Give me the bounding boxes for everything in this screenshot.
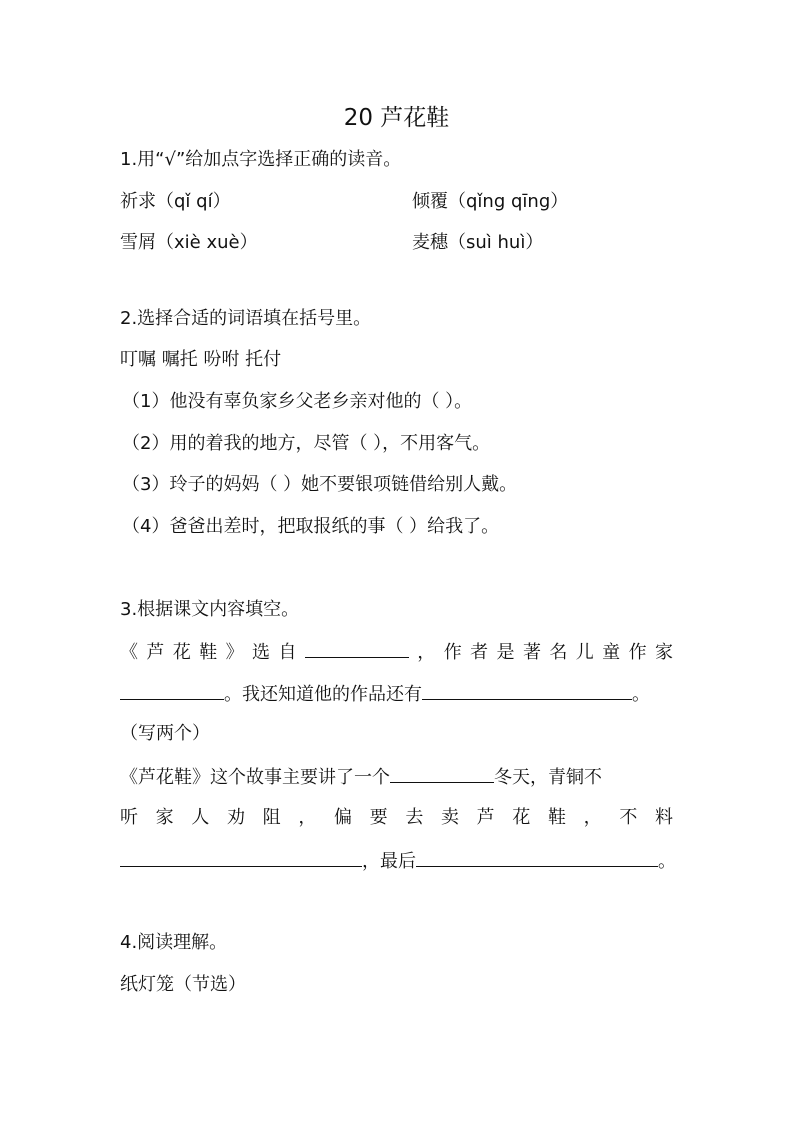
q2-word-options: 叮嘱 嘱托 吩咐 托付 xyxy=(120,349,282,370)
q3-paragraph-line-1 xyxy=(120,639,673,665)
q3-paragraph-line-3: （写两个） xyxy=(120,723,210,744)
q3-text: 《芦花鞋》选自 xyxy=(120,642,305,663)
q3-paragraph-line-5: 听家人劝阻，偏要去卖芦花鞋，不料 xyxy=(120,807,673,828)
q3-text: 冬天，青铜不 xyxy=(494,767,602,788)
q1-item-4: 麦穗（suì huì） xyxy=(412,232,544,253)
fill-blank-winter[interactable] xyxy=(390,764,494,783)
q3-paragraph-line-2 xyxy=(120,681,650,707)
q3-text: 《芦花鞋》这个故事主要讲了一个 xyxy=(120,767,390,788)
q1-heading: 1.用“√”给加点字选择正确的读音。 xyxy=(120,149,402,170)
q3-text: ，作者是著名儿童作家 xyxy=(408,642,674,663)
q2-heading: 2.选择合适的词语填在括号里。 xyxy=(120,308,372,329)
q3-text: 。我还知道他的作品还有 xyxy=(224,684,422,705)
fill-blank-other-works[interactable] xyxy=(422,681,632,700)
page-title: 20 芦花鞋 xyxy=(343,105,450,131)
q2-sentence-3: （3）玲子的妈妈（ ）她不要银项链借给别人戴。 xyxy=(122,474,518,495)
q2-sentence-2: （2）用的着我的地方，尽管（ ），不用客气。 xyxy=(122,433,491,454)
q1-item-2: 倾覆（qǐng qīng） xyxy=(412,191,569,212)
q2-sentence-4: （4）爸爸出差时，把取报纸的事（ ）给我了。 xyxy=(122,516,500,537)
fill-blank-author[interactable] xyxy=(120,681,224,700)
q3-text: 。 xyxy=(658,851,676,872)
fill-blank-source[interactable] xyxy=(305,639,409,658)
q3-heading: 3.根据课文内容填空。 xyxy=(120,599,300,620)
q4-passage-title: 纸灯笼（节选） xyxy=(120,974,246,995)
q3-paragraph-line-6 xyxy=(120,848,676,874)
q1-item-1: 祈求（qǐ qí） xyxy=(120,191,231,212)
q3-text: ，最后 xyxy=(362,851,416,872)
fill-blank-unexpected[interactable] xyxy=(120,848,362,867)
fill-blank-ending[interactable] xyxy=(416,848,658,867)
q3-paragraph-line-4 xyxy=(120,764,602,790)
q2-sentence-1: （1）他没有辜负家乡父老乡亲对他的（ ）。 xyxy=(122,391,473,412)
q1-item-3: 雪屑（xiè xuè） xyxy=(120,232,258,253)
q3-text: 。 xyxy=(632,684,650,705)
q4-heading: 4.阅读理解。 xyxy=(120,932,228,953)
